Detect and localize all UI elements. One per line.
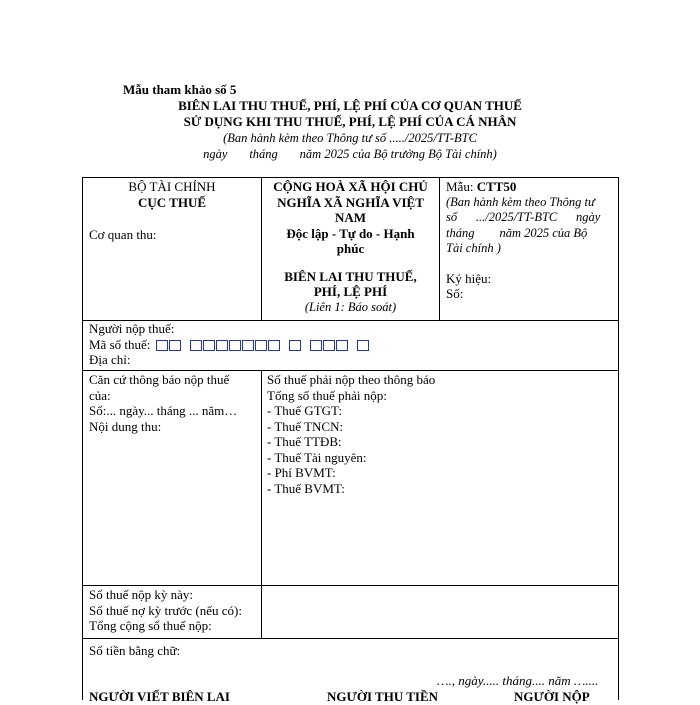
payer-label: Người nộp thuế: (89, 321, 175, 336)
tax-code-digit-box[interactable] (242, 340, 254, 351)
summary-previous-debt: Số thuế nợ kỳ trước (nếu có): (89, 602, 242, 618)
tax-total-label: Tổng số thuế phải nộp: (267, 387, 387, 403)
tax-item: - Thuế GTGT: (267, 403, 342, 418)
tax-code-digit-box[interactable] (336, 340, 348, 351)
tax-code-digit-box[interactable] (255, 340, 267, 351)
tax-code-digit-box[interactable] (357, 340, 369, 351)
tax-code-digit-box[interactable] (190, 340, 202, 351)
tax-code-group (310, 337, 349, 353)
date-line: …., ngày..... tháng.... năm ….... (437, 673, 599, 688)
country-name-line2: NGHĨA XÃ NGHĨA VIỆT (277, 194, 424, 210)
left-header-cell (83, 179, 261, 210)
tax-code-digit-box[interactable] (310, 340, 322, 351)
tax-code-digit-box[interactable] (323, 340, 335, 351)
signature-collector: NGƯỜI THU TIỀN (327, 689, 439, 704)
summary-cell (89, 587, 242, 634)
document-title-line1: BIÊN LAI THU THUẾ, PHÍ, LỆ PHÍ CỦA CƠ QUAN THUẾ (178, 98, 522, 113)
divider-middle (261, 370, 262, 638)
agency-label: Cơ quan thu: (89, 227, 157, 242)
basis-line1: Căn cứ thông báo nộp thuế (89, 372, 230, 387)
signature-payer: NGƯỜI NỘP (514, 689, 590, 704)
department-name: CỤC THUẾ (137, 194, 207, 210)
divider-header-2 (439, 177, 440, 320)
tax-code-digit-box[interactable] (203, 340, 215, 351)
tax-code-digit-box[interactable] (289, 340, 301, 351)
receipt-title-line1: BIÊN LAI THU THUẾ, (284, 268, 417, 284)
tax-code-digit-box[interactable] (156, 340, 168, 351)
copy-label: (Liên 1: Báo soát) (304, 299, 397, 314)
number-label: Số: (446, 286, 464, 301)
right-header-cell (446, 179, 614, 302)
ministry-name: BỘ TÀI CHÍNH (128, 179, 216, 194)
motto-line1: Độc lập - Tự do - Hạnh (286, 225, 415, 241)
signature-writer: NGƯỜI VIẾT BIÊN LAI (89, 689, 230, 704)
center-header-cell (262, 179, 439, 315)
basis-cell (89, 372, 237, 434)
issuance-note-line2: ngày tháng năm 2025 của Bộ trưởng Bộ Tài chính) (203, 147, 497, 161)
table-border-left (82, 177, 83, 700)
tax-item: - Thuế BVMT: (267, 480, 345, 496)
address-label: Địa chỉ: (89, 352, 131, 367)
tax-code-label: Mã số thuế: (89, 336, 151, 352)
basis-line2: của: (89, 387, 111, 403)
tax-code-input[interactable] (156, 337, 378, 353)
content-label: Nội dung thu: (89, 418, 162, 434)
summary-total: Tổng cộng số thuế nộp: (89, 618, 212, 633)
tax-code-digit-box[interactable] (169, 340, 181, 351)
symbol-label: Ký hiệu: (446, 270, 492, 286)
form-note-line4: Tài chính ) (446, 241, 501, 255)
tax-code-group (156, 337, 182, 353)
tax-code-group (289, 337, 302, 353)
table-border-top (82, 177, 619, 178)
summary-current: Số thuế nộp kỳ này: (89, 587, 193, 602)
form-note-line1: (Ban hành kèm theo Thông tư (446, 194, 595, 209)
tax-code-digit-box[interactable] (216, 340, 228, 351)
amount-in-words-label: Số tiền bằng chữ: (89, 643, 181, 658)
divider-row-4 (82, 638, 619, 639)
tax-code-group (190, 337, 281, 353)
form-note-line2: số .../2025/TT-BTC ngày (446, 210, 601, 224)
divider-row-2 (82, 370, 619, 371)
template-number: Mẫu tham khảo số 5 (123, 82, 237, 97)
motto-line2: phúc (336, 241, 365, 256)
receipt-title-line2: PHÍ, LỆ PHÍ (313, 284, 388, 299)
form-label: Mẫu: (446, 179, 474, 194)
country-name-line1: CỘNG HOÀ XÃ HỘI CHỦ (273, 179, 428, 194)
country-name-line3: NAM (334, 210, 367, 225)
tax-item: - Phí BVMT: (267, 465, 336, 480)
document-title-line2: SỬ DỤNG KHI THU THUẾ, PHÍ, LỆ PHÍ CỦA CÁ NHÂN (183, 114, 517, 129)
basis-line3: Số:... ngày... tháng ... năm… (89, 403, 238, 418)
tax-item: - Thuế TNCN: (267, 418, 344, 434)
tax-code-digit-box[interactable] (268, 340, 280, 351)
tax-item: - Thuế TTĐB: (267, 434, 342, 449)
tax-list-cell (267, 372, 435, 496)
tax-list-heading: Số thuế phải nộp theo thông báo (267, 372, 436, 387)
tax-item: - Thuế Tài nguyên: (267, 449, 367, 465)
table-border-right (618, 177, 619, 700)
form-note-line3: tháng năm 2025 của Bộ (446, 225, 588, 240)
tax-code-digit-box[interactable] (229, 340, 241, 351)
divider-row-3 (82, 585, 619, 586)
issuance-note-line1: (Ban hành kèm theo Thông tư số ...../2025/TT-BTC (223, 131, 477, 145)
tax-code-group (357, 337, 370, 353)
form-code: CTT50 (476, 179, 517, 194)
payer-section (89, 321, 378, 368)
